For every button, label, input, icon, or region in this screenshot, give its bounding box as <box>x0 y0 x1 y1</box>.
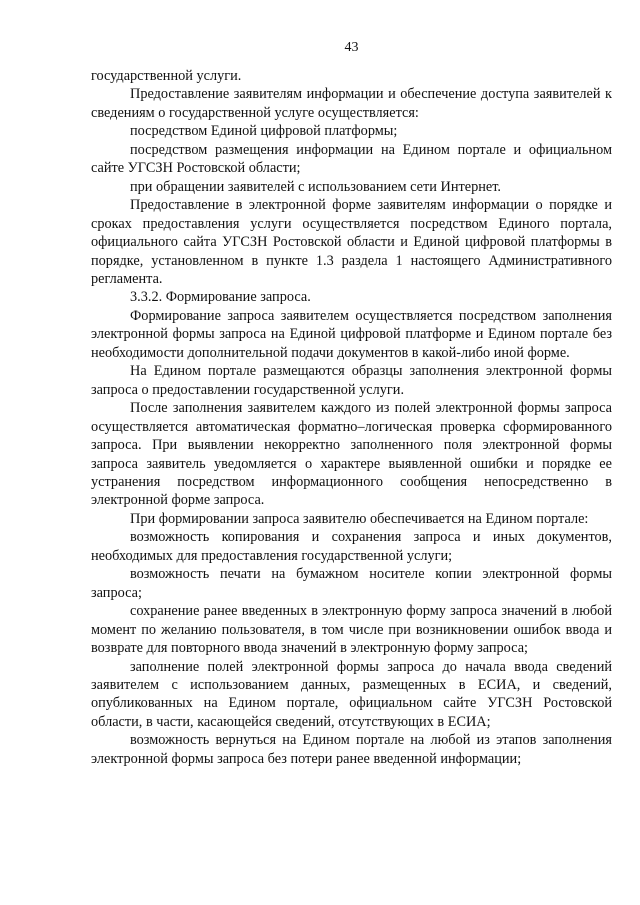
paragraph: Предоставление в электронной форме заявителям информации о порядке и сроках предоставления услуги осуществляется посредством Единого портала, официального сайта УГСЗН Ростовской области и Единой цифровой платформы в порядке, установленном в пункте 1.3 раздела 1 настоящего Административного регламента. <box>91 197 612 287</box>
document-body <box>91 67 612 768</box>
section-heading: 3.3.2. Формирование запроса. <box>130 289 311 306</box>
paragraph: при обращении заявителей с использованием сети Интернет. <box>130 178 501 195</box>
paragraph: При формировании запроса заявителю обеспечивается на Едином портале: <box>130 510 589 527</box>
list-item: заполнение полей электронной формы запроса до начала ввода сведений заявителем с использованием данных, размещенных в ЕСИА, и сведений, опубликованных на Едином портале, официальном сайте УГСЗН Ростовской области, в части, касающейся сведений, отсутствующих в ЕСИА; <box>91 658 612 730</box>
paragraph: После заполнения заявителем каждого из полей электронной формы запроса осуществляется автоматическая форматно–логическая проверка сформированного запроса. При выявлении некорректно заполненного поля электронной формы запроса заявитель уведомляется о характере выявленной ошибки и порядке ее устранения посредством информационного сообщения непосредственно в электронной форме запроса. <box>91 400 612 509</box>
paragraph: посредством размещения информации на Едином портале и официальном сайте УГСЗН Ростовской области; <box>91 141 612 177</box>
list-item: сохранение ранее введенных в электронную форму запроса значений в любой момент по желанию пользователя, в том числе при возникновении ошибок ввода и возврате для повторного ввода значений в электронную форму запроса; <box>91 603 612 657</box>
list-item: возможность печати на бумажном носителе копии электронной формы запроса; <box>91 566 612 601</box>
page-number: 43 <box>344 40 359 55</box>
list-item: возможность вернуться на Едином портале на любой из этапов заполнения электронной формы запроса без потери ранее введенной информации; <box>91 732 612 767</box>
paragraph: Формирование запроса заявителем осуществляется посредством заполнения электронной формы запроса на Единой цифровой платформе и Едином портале без необходимости дополнительной подачи документов в какой-либо иной форме. <box>91 307 612 361</box>
list-item: возможность копирования и сохранения запроса и иных документов, необходимых для предоставления государственной услуги; <box>91 529 612 564</box>
paragraph: На Едином портале размещаются образцы заполнения электронной формы запроса о предоставлении государственной услуги. <box>91 363 612 398</box>
paragraph: Предоставление заявителям информации и обеспечение доступа заявителей к сведениям о государственной услуге осуществляется: <box>91 86 612 121</box>
paragraph: государственной услуги. <box>91 68 242 84</box>
paragraph: посредством Единой цифровой платформы; <box>130 123 398 140</box>
